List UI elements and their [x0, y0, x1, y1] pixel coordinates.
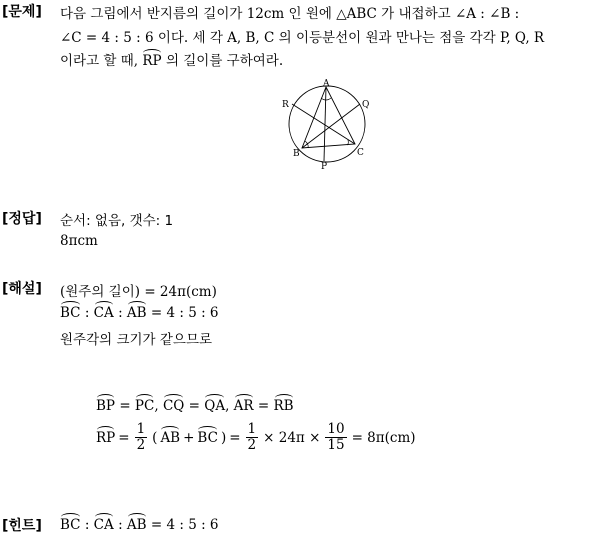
times-24pi: × 24π ×: [263, 429, 321, 446]
label-a: A: [323, 79, 330, 89]
ratio-sep: :: [84, 305, 90, 321]
arc-ab: AB: [126, 305, 147, 321]
arc-qa: QA: [204, 398, 226, 414]
arc-cq: CQ: [162, 398, 185, 414]
arc-rb: RB: [273, 398, 294, 414]
ratio-sep: :: [118, 517, 123, 533]
problem-line-1: 다음 그림에서 반지름의 길이가 12cm 인 원에 △ABC 가 내접하고 ∠A : ∠B :: [60, 6, 520, 22]
arc-bc-sum: BC: [197, 429, 218, 446]
paren-close: ): [220, 429, 227, 446]
ratio-values: = 4 : 5 : 6: [150, 517, 219, 533]
ratio-values: = 4 : 5 : 6: [150, 305, 219, 321]
equation-arcs-equal: [96, 398, 294, 414]
equals-sign: =: [118, 429, 130, 446]
ratio-sep: :: [118, 305, 123, 321]
equation-rp-length: [96, 422, 416, 453]
answer-value: 8πcm: [60, 233, 98, 249]
problem-line-3-post: 의 길이를 구하여라.: [165, 53, 284, 69]
explanation-line-1: (원주의 길이) = 24π(cm): [60, 284, 217, 300]
arc-rp: RP: [142, 53, 162, 69]
comma: ,: [154, 398, 159, 414]
comma: ,: [225, 398, 230, 414]
fraction-numerator: 1: [247, 421, 257, 437]
arc-bc: BC: [60, 305, 81, 321]
equals-sign: =: [119, 398, 131, 414]
arc-bp: BP: [96, 398, 116, 414]
bisector-cr: [292, 104, 355, 144]
problem-line-2: ∠C = 4 : 5 : 6 이다. 세 각 A, B, C 의 이등분선이 원과 만나는 점을 각각 P, Q, R: [60, 30, 545, 46]
fraction-one-half-2: [246, 422, 259, 453]
fraction-numerator: 1: [136, 421, 146, 437]
fraction-denominator: 2: [247, 437, 257, 453]
arc-ab-sum: AB: [160, 429, 181, 446]
arc-ab-hint: AB: [126, 517, 147, 533]
ratio-sep: :: [84, 517, 90, 533]
circumcircle: [289, 86, 365, 162]
label-p: P: [321, 162, 328, 170]
arc-bc-hint: BC: [60, 517, 81, 533]
problem-line-3-pre: 이라고 할 때,: [60, 53, 139, 69]
arc-ca: CA: [93, 305, 114, 321]
hint-tag: [힌트]: [2, 518, 42, 534]
arc-pc: PC: [134, 398, 155, 414]
answer-tag: [정답]: [2, 211, 42, 227]
explanation-tag: [해설]: [2, 281, 42, 297]
paren-open: (: [152, 429, 158, 446]
arc-ca-hint: CA: [93, 517, 114, 533]
arc-rp-lhs: RP: [96, 429, 116, 446]
fraction-denominator: 15: [327, 437, 345, 453]
label-q: Q: [362, 100, 370, 110]
fraction-denominator: 2: [136, 437, 146, 453]
equals-sign: =: [188, 398, 200, 414]
equals-sign: =: [257, 398, 270, 414]
label-c: C: [357, 148, 364, 158]
problem-line-3: [60, 49, 283, 69]
fraction-one-half: [135, 422, 148, 453]
equals-sign: =: [229, 429, 241, 446]
explanation-line-3: 원주각의 크기가 같으므로: [60, 332, 213, 348]
plus-sign: +: [183, 429, 195, 446]
result-value: = 8π(cm): [351, 429, 416, 446]
arc-ar: AR: [233, 398, 254, 414]
fraction-numerator: 10: [327, 421, 345, 437]
label-r: R: [282, 100, 289, 110]
fraction-ten-fifteenths: [325, 422, 346, 453]
answer-line-1: 순서: 없음, 갯수: 1: [60, 213, 174, 229]
explanation-ratio: [60, 305, 219, 321]
circle-figure: [280, 78, 374, 170]
label-b: B: [293, 149, 300, 159]
problem-tag: [문제]: [2, 4, 42, 20]
hint-ratio: [60, 517, 219, 533]
